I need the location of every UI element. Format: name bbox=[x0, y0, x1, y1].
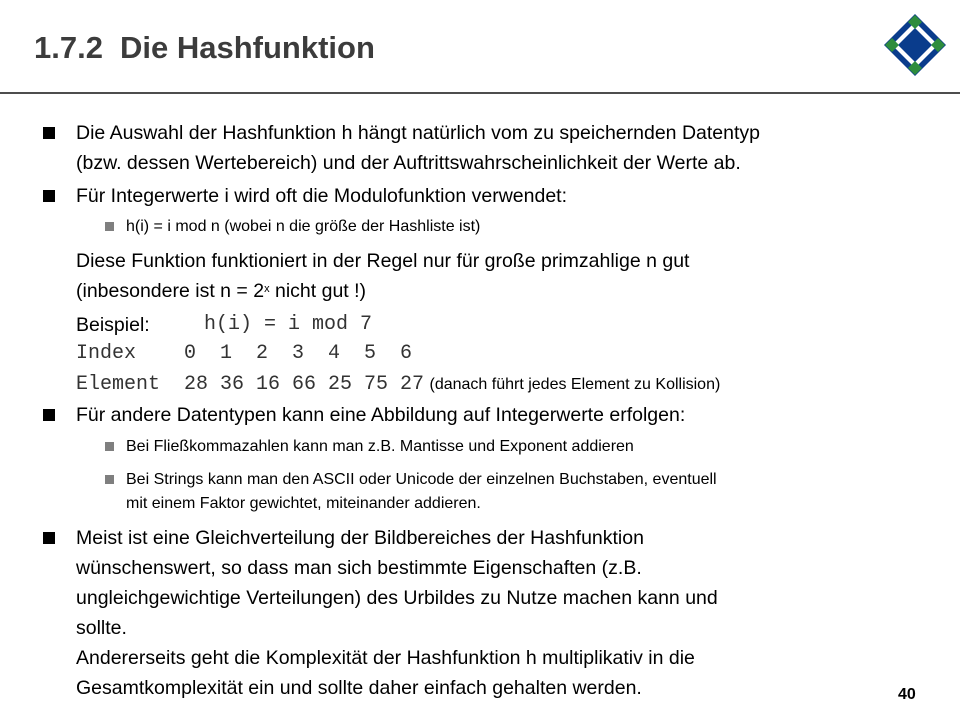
element-note: (danach führt jedes Element zu Kollision) bbox=[429, 376, 721, 393]
bullet-text: Für andere Datentypen kann eine Abbildung auf Integerwerte erfolgen: bbox=[76, 404, 686, 426]
continuation-text bbox=[76, 276, 896, 306]
bullet-text: Die Auswahl der Hashfunktion h hängt natürlich vom zu speichernden Datentyp bbox=[76, 122, 760, 144]
bullet-text: sollte. bbox=[76, 617, 127, 639]
bullet-icon bbox=[43, 532, 55, 544]
bullet-text: (bzw. dessen Wertebereich) und der Auftrittswahrscheinlichkeit der Werte ab. bbox=[76, 152, 741, 174]
index-row: Index 0 1 2 3 4 5 6 bbox=[76, 342, 413, 365]
sub-bullet-icon bbox=[105, 475, 114, 484]
continuation-text: Diese Funktion funktioniert in der Regel nur für große primzahlige n gut bbox=[76, 250, 690, 272]
sub-bullet-text: h(i) = i mod n (wobei n die größe der Hashliste ist) bbox=[126, 218, 481, 235]
bullet-icon bbox=[43, 409, 55, 421]
bullet-text: ungleichgewichtige Verteilungen) des Urbildes zu Nutze machen kann und bbox=[76, 587, 718, 609]
sub-bullet-text: Bei Fließkommazahlen kann man z.B. Mantisse und Exponent addieren bbox=[126, 438, 634, 455]
sub-bullet-icon bbox=[105, 222, 114, 231]
title-text: Die Hashfunktion bbox=[120, 30, 375, 65]
bullet-text: Andererseits geht die Komplexität der Hashfunktion h multiplikativ in die bbox=[76, 647, 695, 669]
example-formula: h(i) = i mod 7 bbox=[204, 313, 373, 336]
example-label: Beispiel: bbox=[76, 314, 150, 336]
slide-title bbox=[34, 30, 375, 66]
sub-bullet-text: mit einem Faktor gewichtet, miteinander addieren. bbox=[126, 495, 481, 512]
element-row: Element 28 36 16 66 25 75 27 bbox=[76, 373, 425, 396]
bullet-text: Gesamtkomplexität ein und sollte daher einfach gehalten werden. bbox=[76, 677, 642, 699]
sub-bullet-icon bbox=[105, 442, 114, 451]
title-divider bbox=[0, 92, 960, 94]
bullet-icon bbox=[43, 127, 55, 139]
text-part: nicht gut !) bbox=[269, 280, 367, 302]
page-number: 40 bbox=[898, 686, 916, 703]
section-number: 1.7.2 bbox=[34, 30, 103, 65]
sub-bullet-text: Bei Strings kann man den ASCII oder Unicode der einzelnen Buchstaben, eventuell bbox=[126, 471, 717, 488]
example-line bbox=[76, 310, 896, 340]
bullet-text: Meist ist eine Gleichverteilung der Bildbereiches der Hashfunktion bbox=[76, 527, 644, 549]
superscript: x bbox=[264, 283, 270, 295]
text-part: (inbesondere ist n = 2 bbox=[76, 280, 265, 302]
diamond-logo-icon bbox=[884, 14, 946, 76]
bullet-icon bbox=[43, 190, 55, 202]
element-line bbox=[76, 368, 896, 400]
bullet-text: wünschenswert, so dass man sich bestimmte Eigenschaften (z.B. bbox=[76, 557, 642, 579]
bullet-text: Für Integerwerte i wird oft die Modulofunktion verwendet: bbox=[76, 185, 567, 207]
